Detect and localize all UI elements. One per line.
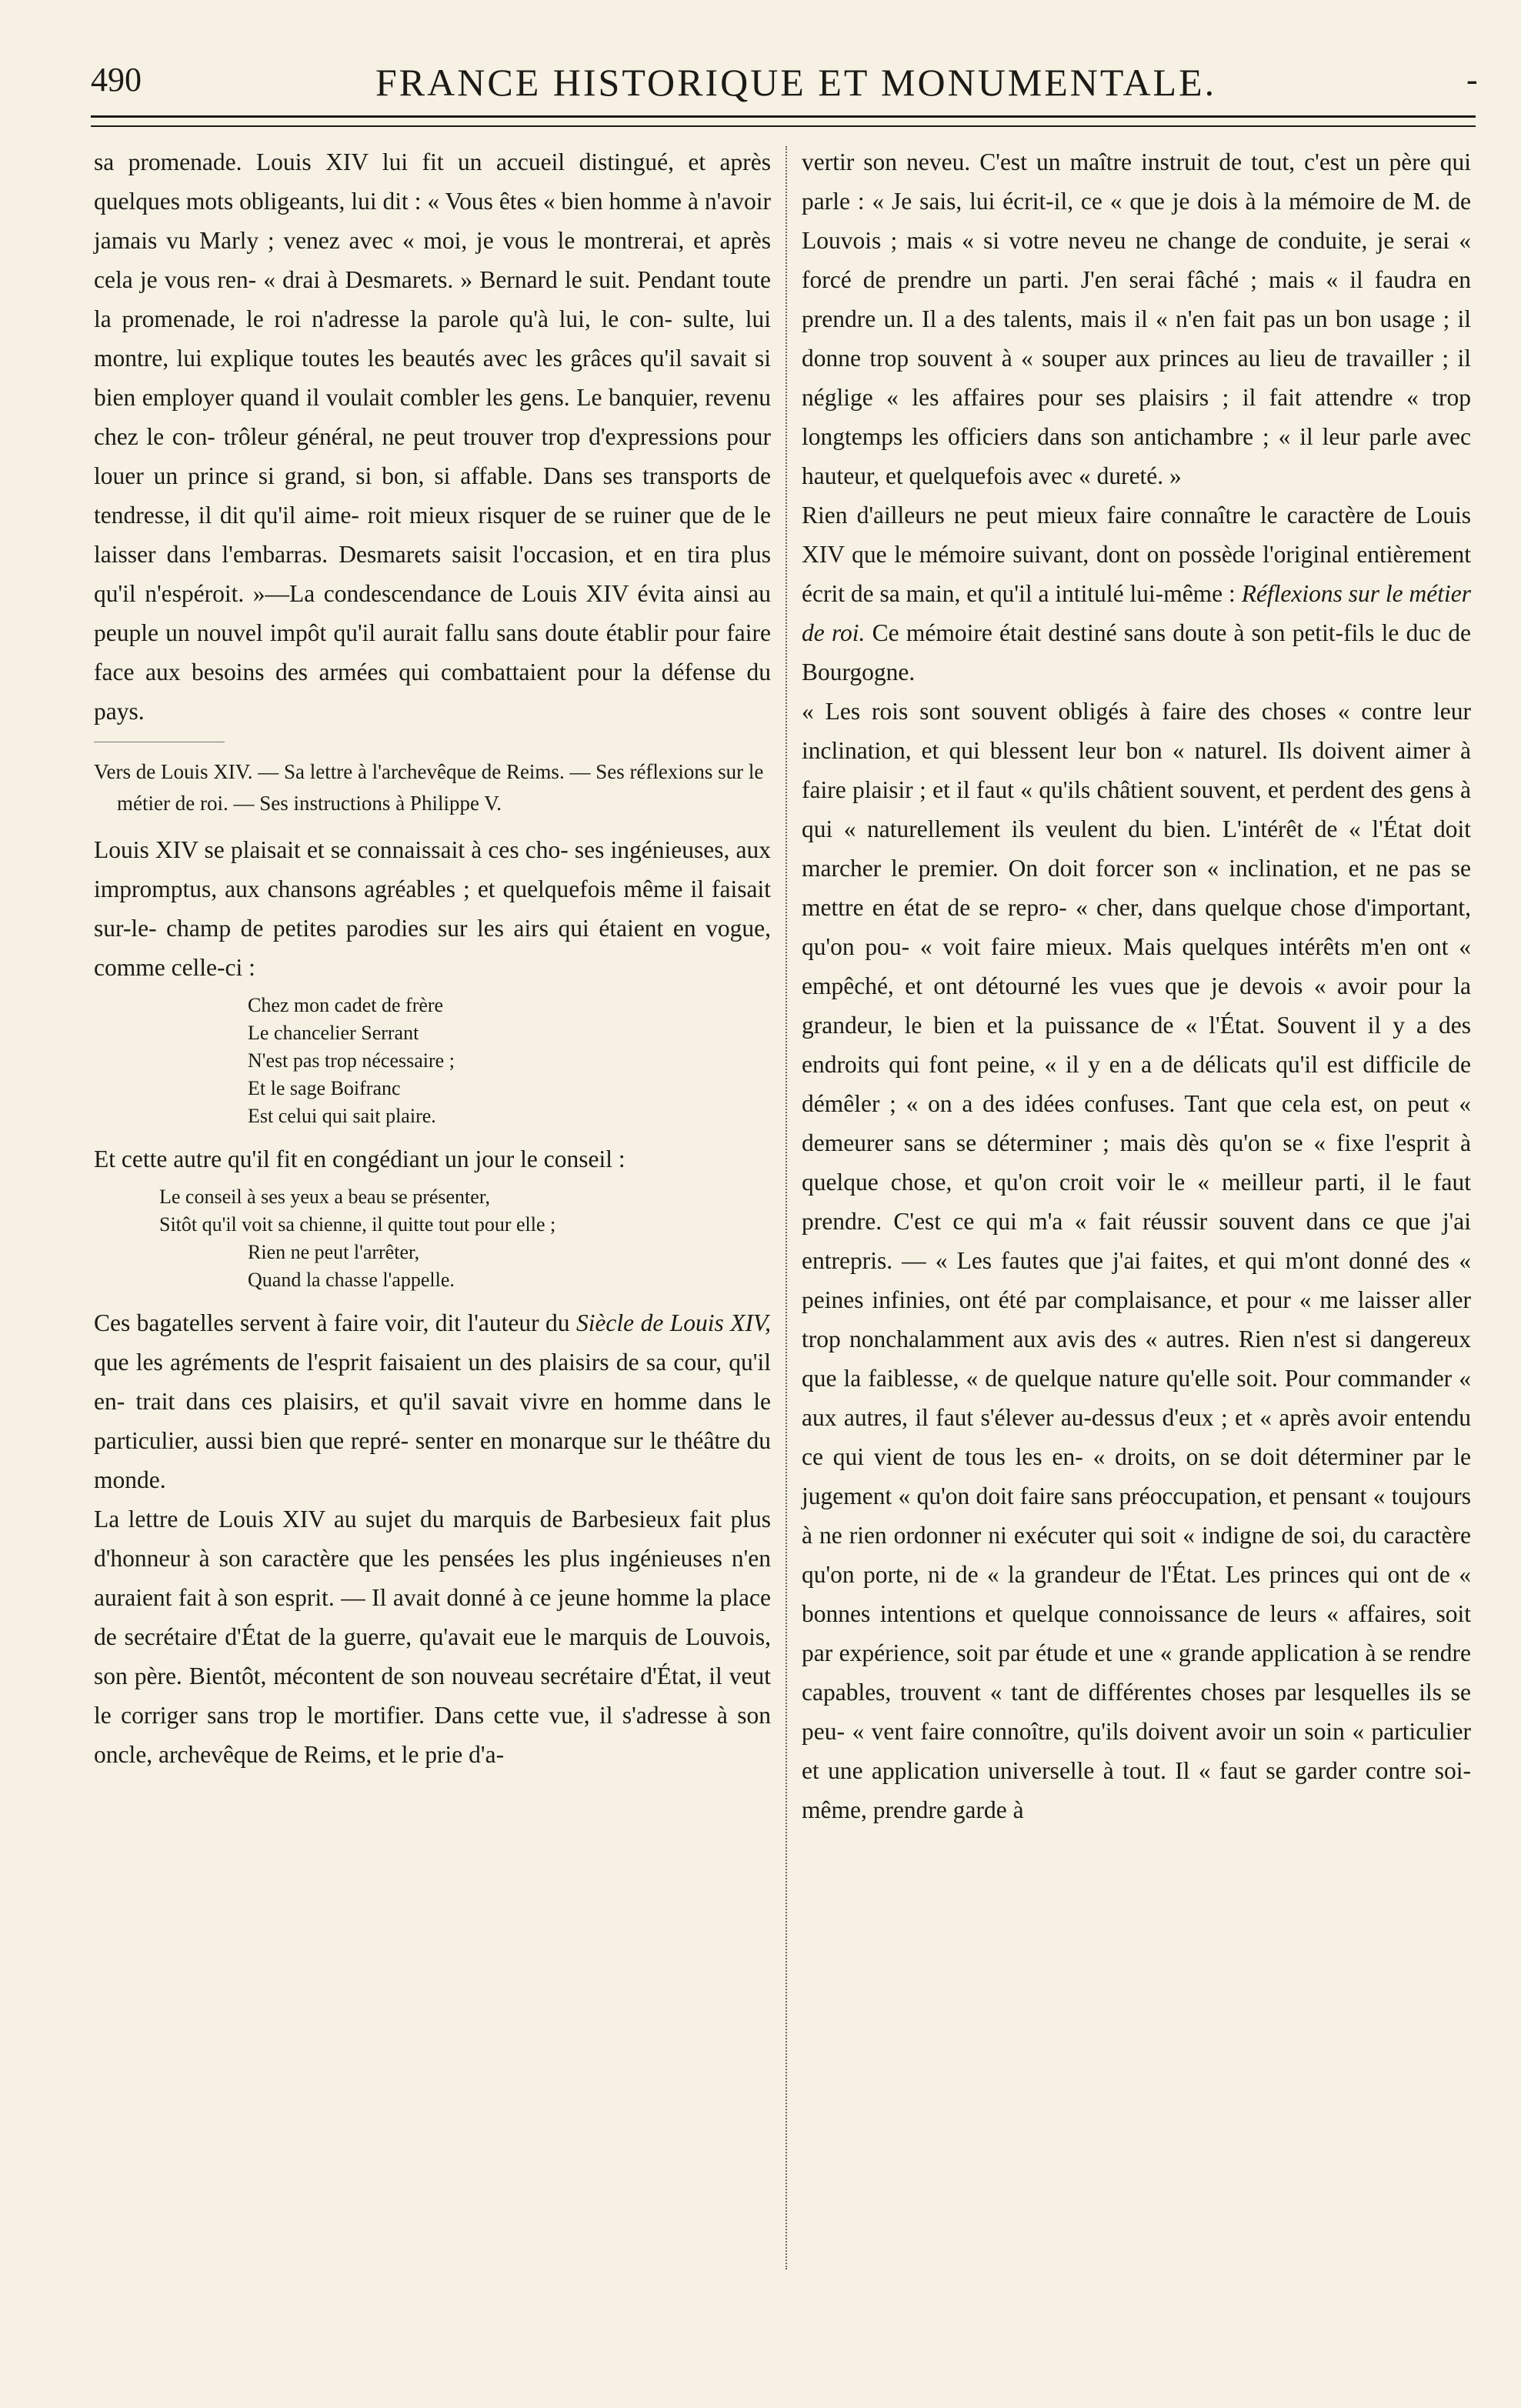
poem-line: Sitôt qu'il voit sa chienne, il quitte tout pour elle ; <box>159 1213 556 1236</box>
running-title: FRANCE HISTORIQUE ET MONUMENTALE. <box>375 61 1217 104</box>
poem-line: N'est pas trop nécessaire ; <box>248 1049 455 1072</box>
page-number: 490 <box>91 61 142 98</box>
header-mark: - <box>1466 61 1478 98</box>
paragraph-bagatelles <box>94 1303 771 1499</box>
poem-line: Et le sage Boifranc <box>248 1077 401 1099</box>
book-title: Siècle de Louis XIV, <box>575 1309 771 1336</box>
paragraph-autre: Et cette autre qu'il fit en congédiant un jour le conseil : <box>94 1146 625 1172</box>
paragraph-memoire-text: « Les rois sont souvent obligés à faire des choses « contre leur inclination, et qui blessent leur bon « naturel. Ils doivent aimer à faire plaisir ; et il faut « qu'ils châtient souvent, et perdent des gens à qui « naturellement ils veulent du bien. L'intérêt de « l'État doit marcher le premier. On doit forcer son « inclination, et ne pas se mettre en état de se repro- « cher, dans quelque chose d'important, qu'on pou- « voit faire mieux. Mais quelques intérêts m'en ont « empêché, et ont détourné les vues que je devois « avoir pour la grandeur, le bien et la puissance de « l'État. Souvent il y a des endroits qui font peine, « il y en a de délicats qu'il est difficile de démêler ; « on a des idées confuses. Tant que cela est, on peut « demeurer sans se déterminer ; mais dès qu'on se « fixe l'esprit à quelque chose, et qu'on croit voir le « meilleur parti, il le faut prendre. C'est ce qui m'a « fait réussir souvent dans ce que j'ai entrepris. — « Les fautes que j'ai faites, et qui m'ont donné des « peines infinies, ont été par complaisance, et pour « me laisser aller trop nonchalamment aux avis des « autres. Rien n'est si dangereux que la faiblesse, « de quelque nature qu'elle soit. Pour commander « aux autres, il faut s'élever au-dessus d'eux ; et « après avoir entendu ce qui vient de tous les en- « droits, on se doit déterminer par le jugement « qu'on doit faire sans préoccupation, et pensant « toujours à ne rien ordonner ni exécuter qui soit « indigne de soi, du caractère qu'on porte, ni de « la grandeur de l'État. Les princes qui ont de « bonnes intentions et quelque connoissance de leurs « affaires, soit par expérience, soit par étude et une « grande application à se rendre capables, trouvent « tant de différentes choses par lesquelles ils se peu- « vent faire connoître, qu'ils doivent avoir un soin « particulier et une application universelle à tout. Il « faut se garder contre soi-même, prendre garde à <box>802 698 1471 1823</box>
right-column <box>802 142 1471 1829</box>
poem-line: Quand la chasse l'appelle. <box>248 1269 455 1291</box>
memoire-title: Réflexions sur le métier de roi. <box>802 580 1472 646</box>
header-rule <box>91 115 1476 127</box>
page-header <box>91 60 1476 114</box>
paragraph-memoire-intro <box>802 495 1471 692</box>
column-divider <box>786 146 788 2270</box>
poem-line: Est celui qui sait plaire. <box>248 1105 436 1127</box>
poem-cadet <box>94 992 771 1130</box>
paragraph-letter: vertir son neveu. C'est un maître instruit de tout, c'est un père qui parle : « Je sais, lui écrit-il, ce « que je dois à la mémoire de M. de Louvois ; mais « si votre neveu ne change de conduite, je serai « forcé de prendre un parti. J'en serai fâché ; mais « il faudra en prendre un. Il a des talents, mais il « n'en fait pas un bon usage ; il donne trop souvent à « souper aux princes au lieu de travailler ; il néglige « les affaires pour ses plaisirs ; il fait attendre « trop longtemps les officiers dans son antichambre ; « il leur parle avec hauteur, et quelquefois avec « dureté. » <box>802 148 1471 489</box>
left-column <box>94 142 771 1774</box>
text-run: Ce mémoire était destiné sans doute à son petit-fils le duc de Bourgogne. <box>802 619 1472 685</box>
text-run: Ces bagatelles servent à faire voir, dit l'auteur du <box>94 1309 570 1336</box>
poem-line: Rien ne peut l'arrêter, <box>248 1241 420 1263</box>
poem-line: Chez mon cadet de frère <box>248 994 444 1016</box>
text-run: Rien d'ailleurs ne peut mieux faire connaître le caractère de Louis XIV que le mémoire suivant, dont on possède l'original entièrement écrit de sa main, et qu'il a intitulé lui-même : <box>802 502 1471 607</box>
section-summary: Vers de Louis XIV. — Sa lettre à l'archevêque de Reims. — Ses réflexions sur le métier de roi. — Ses instructions à Philippe V. <box>94 760 764 815</box>
poem-conseil <box>94 1183 771 1294</box>
poem-line: Le conseil à ses yeux a beau se présenter, <box>159 1186 490 1208</box>
paragraph-bernard-anecdote: sa promenade. Louis XIV lui fit un accueil distingué, et après quelques mots obligeants, lui dit : « Vous êtes « bien homme à n'avoir jamais vu Marly ; venez avec « moi, je vous le montrerai, et après cela je vous ren- « drai à Desmarets. » Bernard le suit. Pendant toute la promenade, le roi n'adresse la parole qu'à lui, le con- sulte, lui montre, lui explique toutes les beautés avec les grâces qu'il savait si bien employer quand il voulait combler les gens. Le banquier, revenu chez le con- trôleur général, ne peut trouver trop d'expressions pour louer un prince si grand, si bon, si affable. Dans ses transports de tendresse, il dit qu'il aime- roit mieux risquer de se ruiner que de le laisser dans l'embarras. Desmarets saisit l'occasion, et en tira plus qu'il n'espéroit. »—La condescendance de Louis XIV évita ainsi au peuple un nouvel impôt qu'il aurait fallu sans doute établir pour faire face aux besoins des armées qui combattaient pour la défense du pays. <box>94 148 771 725</box>
poem-line: Le chancelier Serrant <box>248 1022 419 1044</box>
paragraph-barbesieux: La lettre de Louis XIV au sujet du marquis de Barbesieux fait plus d'honneur à son caractère que les pensées les plus ingénieuses n'en auraient fait à son esprit. — Il avait donné à ce jeune homme la place de secrétaire d'État de la guerre, qu'avait eue le marquis de Louvois, son père. Bientôt, mécontent de son nouveau secrétaire d'État, il veut le corriger sans trop le mortifier. Dans cette vue, il s'adresse à son oncle, archevêque de Reims, et le prie d'a- <box>94 1506 771 1768</box>
paragraph-impromptus: Louis XIV se plaisait et se connaissait à ces cho- ses ingénieuses, aux impromptus, aux chansons agréables ; et quelquefois même il faisait sur-le- champ de petites parodies sur les airs qui étaient en vogue, comme celle-ci : <box>94 836 771 981</box>
text-run: que les agréments de l'esprit faisaient un des plaisirs de sa cour, qu'il en- trait dans ces plaisirs, et qu'il savait vivre en homme dans le particulier, aussi bien que repré- senter en monarque sur le théâtre du monde. <box>94 1349 771 1493</box>
